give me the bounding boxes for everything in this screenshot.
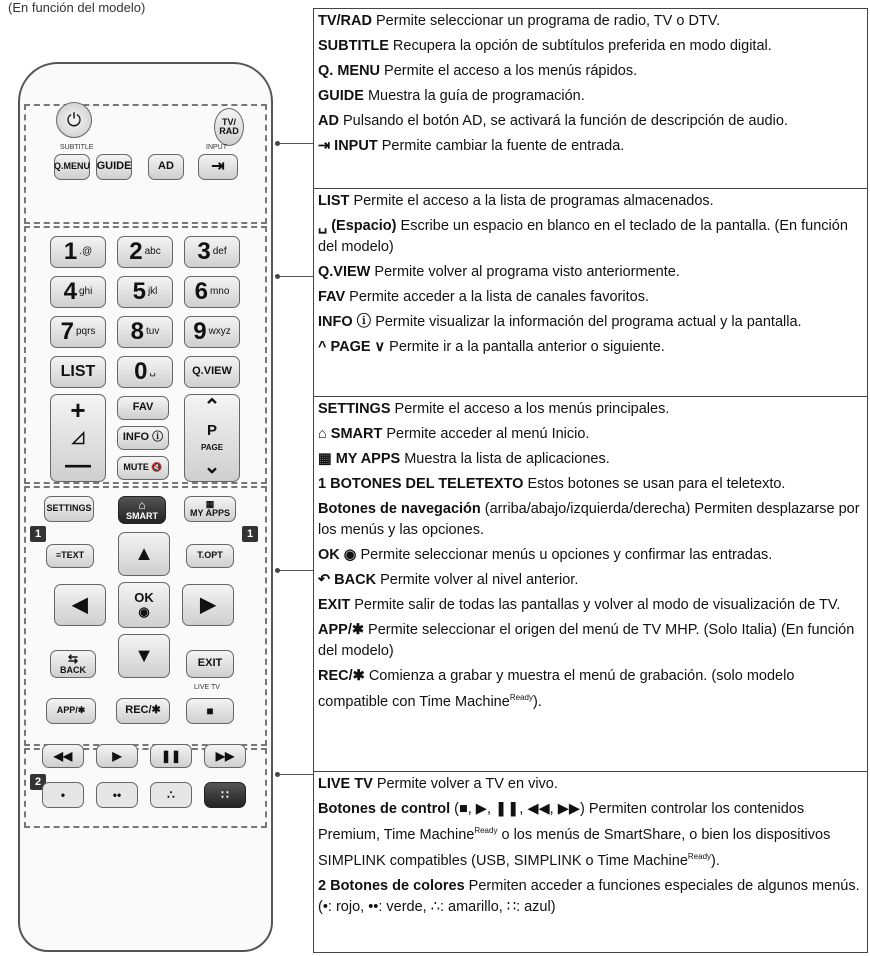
desc-page: ^ PAGE ∨ Permite ir a la pantalla anterior o siguiente. [318, 339, 665, 355]
connector-1 [278, 143, 313, 144]
subtitle-label: SUBTITLE [60, 144, 94, 151]
num-sub: def [212, 245, 227, 257]
volume-icon: ◿ [71, 428, 85, 446]
remote-control [18, 62, 273, 952]
desc-ok: OK ◉ Permite seleccionar menús u opciones y confirmar las entradas. [318, 547, 773, 563]
num-sub: pqrs [75, 325, 96, 337]
num-label: 4 [63, 278, 77, 306]
num-label: 0 [134, 358, 148, 386]
panel-section-4 [313, 771, 868, 953]
smart-button[interactable] [118, 496, 166, 524]
arrow-down-icon: ▼ [134, 644, 154, 667]
num-sub: abc [144, 245, 161, 257]
num-2-button[interactable] [117, 236, 173, 268]
volume-rocker[interactable] [50, 394, 106, 482]
desc-rec: REC/✱ Comienza a grabar y muestra el menú de grabación. (solo modelo compatible con Time Machine$^{Ready}$). [318, 668, 795, 710]
num-label: 3 [197, 238, 211, 266]
page-rocker[interactable] [184, 394, 240, 482]
num-sub: jkl [147, 285, 158, 297]
num-sub: tuv [146, 325, 160, 337]
yellow-button[interactable] [150, 782, 192, 808]
app-button[interactable]: APP/✱ [46, 698, 96, 724]
page-label: PAGE [200, 443, 224, 453]
topt-button[interactable]: T.OPT [186, 544, 234, 568]
badge-2: 2 [30, 774, 46, 790]
nav-down-button[interactable] [118, 634, 170, 678]
desc-tvrad: TV/RAD Permite seleccionar un programa de radio, TV o DTV. [318, 13, 721, 29]
connector-3 [278, 570, 313, 571]
guide-button[interactable]: GUIDE [96, 154, 132, 180]
arrow-right-icon: ▶ [200, 593, 216, 616]
back-icon: ⇆ [67, 651, 79, 666]
num-3-button[interactable] [184, 236, 240, 268]
rewind-button[interactable] [42, 744, 84, 768]
four-dot-icon: ∷ [221, 787, 229, 802]
connector-dot-4 [275, 772, 280, 777]
num-5-button[interactable] [117, 276, 173, 308]
panel-section-1 [313, 8, 868, 188]
settings-button[interactable]: SETTINGS [44, 496, 94, 522]
power-icon: ⏻ [66, 109, 82, 130]
play-icon: ▶ [112, 748, 122, 763]
one-dot-icon: • [60, 787, 66, 802]
connector-dot-1 [275, 141, 280, 146]
num-label: 7 [60, 318, 74, 346]
desc-subtitle: SUBTITLE Recupera la opción de subtítulos preferida en modo digital. [318, 38, 772, 54]
num-sub: .@ [79, 245, 93, 257]
connector-dot-3 [275, 568, 280, 573]
red-button[interactable] [42, 782, 84, 808]
desc-list: LIST Permite el acceso a la lista de programas almacenados. [318, 193, 714, 209]
nav-up-button[interactable] [118, 532, 170, 576]
back-label: BACK [60, 664, 86, 675]
three-dot-icon: ∴ [167, 787, 175, 802]
desc-ad: AD Pulsando el botón AD, se activará la función de descripción de audio. [318, 113, 788, 129]
badge-1-left: 1 [30, 526, 46, 542]
num-label: 2 [129, 238, 143, 266]
smart-label: SMART [126, 510, 158, 521]
myapps-button[interactable] [184, 496, 236, 522]
ok-button[interactable] [118, 582, 170, 628]
num-label: 6 [194, 278, 208, 306]
desc-space: ␣ (Espacio) Escribe un espacio en blanco en el teclado de la pantalla. (En función del modelo) [318, 218, 848, 255]
livetv-label: LIVE TV [194, 684, 220, 691]
desc-app: APP/✱ Permite seleccionar el origen del menú de TV MHP. (Solo Italia) (En función del modelo) [318, 622, 855, 659]
mute-button[interactable]: MUTE 🔇 [117, 456, 169, 480]
nav-left-button[interactable] [54, 584, 106, 626]
num-6-button[interactable] [184, 276, 240, 308]
num-4-button[interactable] [50, 276, 106, 308]
blue-button[interactable] [204, 782, 246, 808]
play-button[interactable] [96, 744, 138, 768]
rewind-icon: ◀◀ [53, 748, 73, 763]
desc-guide: GUIDE Muestra la guía de programación. [318, 88, 585, 104]
panel-section-2 [313, 188, 868, 396]
text-button[interactable]: ≡TEXT [46, 544, 94, 568]
desc-qview: Q.VIEW Permite volver al programa visto anteriormente. [318, 264, 680, 280]
volume-up[interactable]: + [70, 395, 86, 426]
num-label: 5 [132, 278, 146, 306]
myapps-label: MY APPS [189, 508, 230, 518]
num-sub: ␣ [149, 365, 156, 377]
volume-down[interactable]: — [65, 449, 91, 480]
desc-qmenu: Q. MENU Permite el acceso a los menús rápidos. [318, 63, 638, 79]
input-label: INPUT [206, 144, 227, 151]
desc-control: Botones de control (■, ▶, ❚❚, ◀◀, ▶▶) Permiten controlar los contenidos Premium, Time Machine$^{Ready}$ o los menús de SmartShare, o bien los dispositivos SIMPLINK compatibles (USB, SIMPLINK o Time Machine$^{Ready}$). [318, 801, 831, 869]
connector-4 [278, 774, 313, 775]
desc-colors: 2 Botones de colores Permiten acceder a funciones especiales de algunos menús. (•: rojo, ••: verde, ∴: amarillo, ∷: azul) [318, 877, 860, 915]
arrow-left-icon: ◀ [72, 593, 88, 616]
connector-2 [278, 276, 313, 277]
desc-myapps: ▦ MY APPS Muestra la lista de aplicaciones. [318, 451, 610, 467]
connector-dot-2 [275, 274, 280, 279]
num-label: 8 [130, 318, 144, 346]
panel-section-3 [313, 396, 868, 771]
num-1-button[interactable] [50, 236, 106, 268]
two-dot-icon: •• [112, 787, 122, 802]
desc-back: ↶ BACK Permite volver al nivel anterior. [318, 572, 579, 588]
desc-settings: SETTINGS Permite el acceso a los menús principales. [318, 401, 670, 417]
qview-button[interactable]: Q.VIEW [184, 356, 240, 388]
ad-button[interactable]: AD [148, 154, 184, 180]
info-button[interactable]: INFO ⓘ [117, 426, 169, 450]
nav-right-button[interactable] [182, 584, 234, 626]
num-label: 1 [63, 238, 78, 266]
desc-info: INFO ⓘ Permite visualizar la información del programa actual y la pantalla. [318, 314, 802, 330]
pause-button[interactable] [150, 744, 192, 768]
page-up-icon[interactable]: ⌃ [203, 396, 221, 419]
page-header: (En función del modelo) [8, 0, 146, 15]
num-label: 9 [193, 318, 207, 346]
num-0-button[interactable] [117, 356, 173, 388]
livetv-stop-button[interactable] [186, 698, 234, 724]
power-button[interactable] [56, 102, 92, 138]
page-down-icon[interactable]: ⌄ [203, 456, 221, 479]
green-button[interactable] [96, 782, 138, 808]
stop-icon: ■ [206, 703, 214, 718]
rec-button[interactable]: REC/✱ [116, 698, 170, 724]
page-p-label: P [206, 422, 217, 440]
fastforward-button[interactable] [204, 744, 246, 768]
desc-teletext: 1 BOTONES DEL TELETEXTO Estos botones se usan para el teletexto. [318, 476, 786, 492]
input-button[interactable]: ⇥ [198, 154, 238, 180]
num-sub: mno [209, 285, 230, 297]
num-sub: wxyz [208, 325, 231, 337]
fastforward-icon: ▶▶ [215, 748, 235, 763]
desc-input: ⇥ INPUT Permite cambiar la fuente de entrada. [318, 138, 625, 154]
pause-icon: ❚❚ [160, 748, 182, 763]
desc-livetv: LIVE TV Permite volver a TV en vivo. [318, 776, 558, 792]
num-7-button[interactable] [50, 316, 106, 348]
num-8-button[interactable] [117, 316, 173, 348]
arrow-up-icon: ▲ [134, 542, 154, 565]
home-icon: ⌂ [138, 497, 146, 512]
exit-button[interactable]: EXIT [186, 650, 234, 678]
ok-label: OK [134, 590, 154, 606]
apps-grid-icon: ▦ [205, 498, 215, 509]
num-sub: ghi [79, 285, 93, 297]
fav-button[interactable]: FAV [117, 396, 169, 420]
list-button[interactable]: LIST [50, 356, 106, 388]
desc-exit: EXIT Permite salir de todas las pantallas y volver al modo de visualización de TV. [318, 597, 841, 613]
desc-navigation: Botones de navegación (arriba/abajo/izquierda/derecha) Permiten desplazarse por los menús y las opciones. [318, 501, 860, 538]
desc-smart: ⌂ SMART Permite acceder al menú Inicio. [318, 426, 590, 442]
desc-fav: FAV Permite acceder a la lista de canales favoritos. [318, 289, 649, 305]
badge-1-right: 1 [242, 526, 258, 542]
tv-rad-button[interactable]: TV/ RAD [214, 108, 244, 146]
back-button[interactable] [50, 650, 96, 678]
ok-dot-icon: ◉ [138, 604, 150, 619]
num-9-button[interactable] [184, 316, 240, 348]
qmenu-button[interactable]: Q.MENU [54, 154, 90, 180]
